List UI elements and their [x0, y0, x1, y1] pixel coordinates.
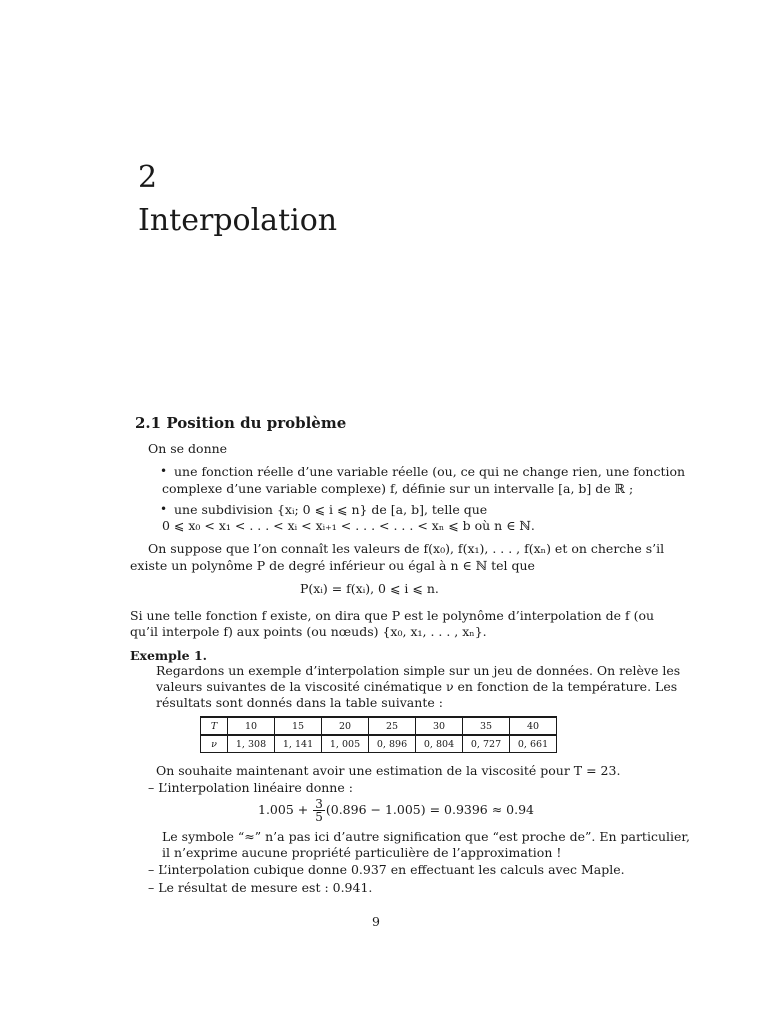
bullet-1-line-1: une fonction réelle d’une variable réelle (ou, ce qui ne change rien, une fonction: [174, 464, 686, 479]
table-cell: 1, 005: [322, 735, 369, 753]
linear-label: – L’interpolation linéaire donne :: [148, 780, 353, 795]
table-cell: 0, 896: [369, 735, 416, 753]
bullet-2-line-2: 0 ⩽ x₀ < x₁ < . . . < xᵢ < xᵢ₊₁ < . . . < . . . < xₙ ⩽ b où n ∈ ℕ.: [162, 518, 535, 533]
table-cell: 10: [228, 717, 275, 735]
linear-equation: [258, 796, 534, 824]
table-cell: 1, 308: [228, 735, 275, 753]
fraction-denominator: 5: [315, 810, 323, 824]
table-cell: 0, 727: [463, 735, 510, 753]
fraction: [313, 798, 325, 823]
example-line-3: résultats sont donnés dans la table suivante :: [156, 695, 443, 710]
bullet-2-line-1: une subdivision {xᵢ; 0 ⩽ i ⩽ n} de [a, b], telle que: [174, 502, 488, 517]
paragraph-2-line-1: Si une telle fonction f existe, on dira que P est le polynôme d’interpolation de f (ou: [130, 608, 655, 623]
table-cell: 35: [463, 717, 510, 735]
bullet-icon: •: [160, 464, 168, 478]
measure-text: – Le résultat de mesure est : 0.941.: [148, 880, 373, 895]
table-header-cell: ν: [201, 735, 228, 753]
example-line-2: valeurs suivantes de la viscosité cinématique ν en fonction de la température. Les: [156, 679, 678, 694]
note-line-1: Le symbole “≈” n’a pas ici d’autre signification que “est proche de”. En particulier,: [162, 829, 690, 844]
table-cell: 0, 804: [416, 735, 463, 753]
linear-equation-left: 1.005 +: [258, 802, 309, 817]
table-row: [201, 717, 557, 735]
equation-interpolation: P(xᵢ) = f(xᵢ), 0 ⩽ i ⩽ n.: [300, 581, 439, 596]
paragraph-1-line-1: On suppose que l’on connaît les valeurs de f(x₀), f(x₁), . . . , f(xₙ) et on cherche s’il: [148, 541, 665, 556]
example-label: Exemple 1.: [130, 648, 208, 663]
estimate-text: On souhaite maintenant avoir une estimation de la viscosité pour T = 23.: [156, 763, 621, 778]
chapter-title: Interpolation: [138, 203, 338, 238]
table-cell: 1, 141: [275, 735, 322, 753]
bullet-icon: •: [160, 502, 168, 516]
fraction-numerator: 3: [315, 797, 323, 811]
chapter-number: 2: [138, 160, 158, 195]
page-number: 9: [372, 914, 380, 929]
table-header-cell: T: [201, 717, 228, 735]
table-cell: 0, 661: [510, 735, 557, 753]
viscosity-table: [200, 716, 557, 753]
table-cell: 30: [416, 717, 463, 735]
example-line-1: Regardons un exemple d’interpolation simple sur un jeu de données. On relève les: [156, 663, 681, 678]
table-cell: 40: [510, 717, 557, 735]
table-cell: 20: [322, 717, 369, 735]
table-cell: 25: [369, 717, 416, 735]
table-cell: 15: [275, 717, 322, 735]
paragraph-1-line-2: existe un polynôme P de degré inférieur ou égal à n ∈ ℕ tel que: [130, 558, 535, 573]
paragraph-2-line-2: qu’il interpole f) aux points (ou nœuds) {x₀, x₁, . . . , xₙ}.: [130, 624, 487, 639]
linear-equation-right: (0.896 − 1.005) = 0.9396 ≈ 0.94: [325, 802, 535, 817]
table-row: [201, 735, 557, 753]
section-title: 2.1 Position du problème: [135, 414, 347, 432]
intro-text: On se donne: [148, 441, 228, 456]
cubic-text: – L’interpolation cubique donne 0.937 en effectuant les calculs avec Maple.: [148, 862, 625, 877]
note-line-2: il n’exprime aucune propriété particulière de l’approximation !: [162, 845, 562, 860]
bullet-1-line-2: complexe d’une variable complexe) f, définie sur un intervalle [a, b] de ℝ ;: [162, 481, 634, 496]
